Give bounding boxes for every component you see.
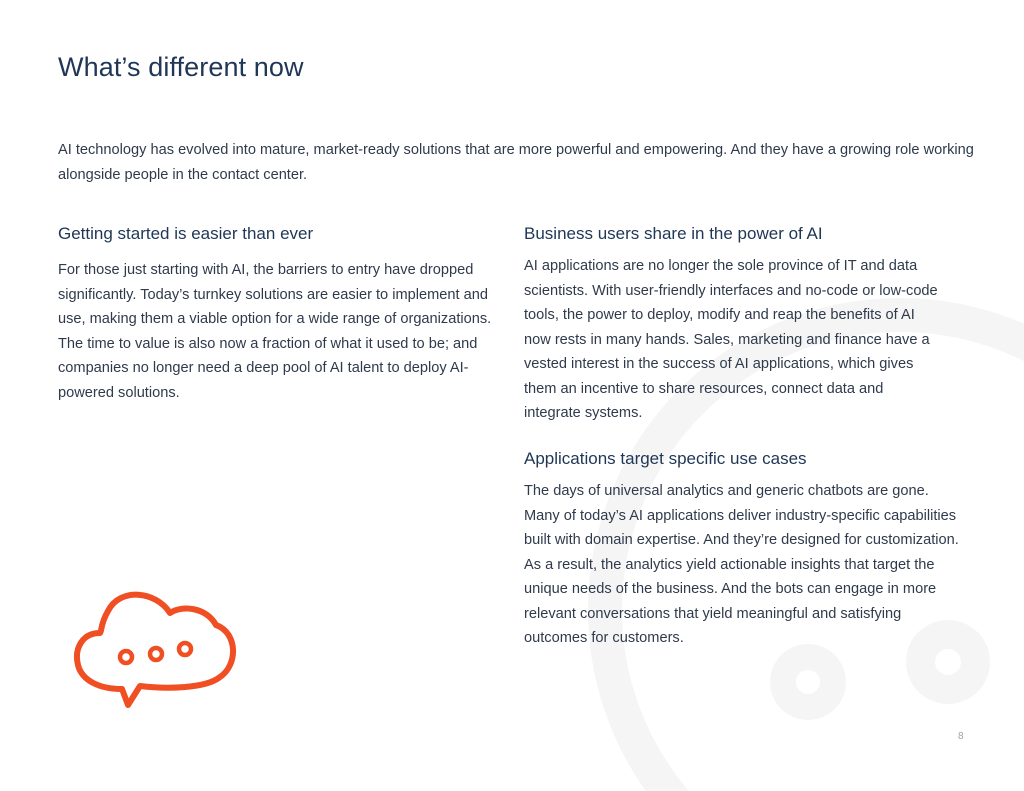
- section-heading-business-users: Business users share in the power of AI: [524, 224, 823, 243]
- chat-cloud-icon: [70, 585, 242, 713]
- section-heading-applications: Applications target specific use cases: [524, 449, 807, 468]
- section-text-business-users: AI applications are no longer the sole province of IT and data scientists. With user-friendly interfaces and no-code or low-code tools, the power to deploy, modify and reap the benefits of AI now rests in many hands. Sales, marketing and finance have a vested interest in the success of AI applications, which gives them an incentive to share resources, connect data and integrate systems.: [524, 258, 938, 421]
- section-heading-getting-started: Getting started is easier than ever: [58, 224, 314, 243]
- section-text-getting-started: For those just starting with AI, the barriers to entry have dropped significantly. Today’s turnkey solutions are easier to implement and use, making them a viable option for a wide range of organizations. The time to value is also now a fraction of what it used to be; and companies no longer need a deep pool of AI talent to deploy AI-powered solutions.: [58, 262, 492, 401]
- page-title: What’s different now: [58, 52, 304, 82]
- section-text-applications: The days of universal analytics and generic chatbots are gone. Many of today’s AI applications deliver industry-specific capabilities built with domain expertise. And they’re designed for customization. As a result, the analytics yield actionable insights that target the unique needs of the business. And the bots can engage in more relevant conversations that yield meaningful and satisfying outcomes for customers.: [524, 483, 959, 646]
- page-number: 8: [958, 731, 964, 742]
- intro-paragraph: AI technology has evolved into mature, market-ready solutions that are more powerful and empowering. And they have a growing role working alongside people in the contact center.: [58, 142, 974, 183]
